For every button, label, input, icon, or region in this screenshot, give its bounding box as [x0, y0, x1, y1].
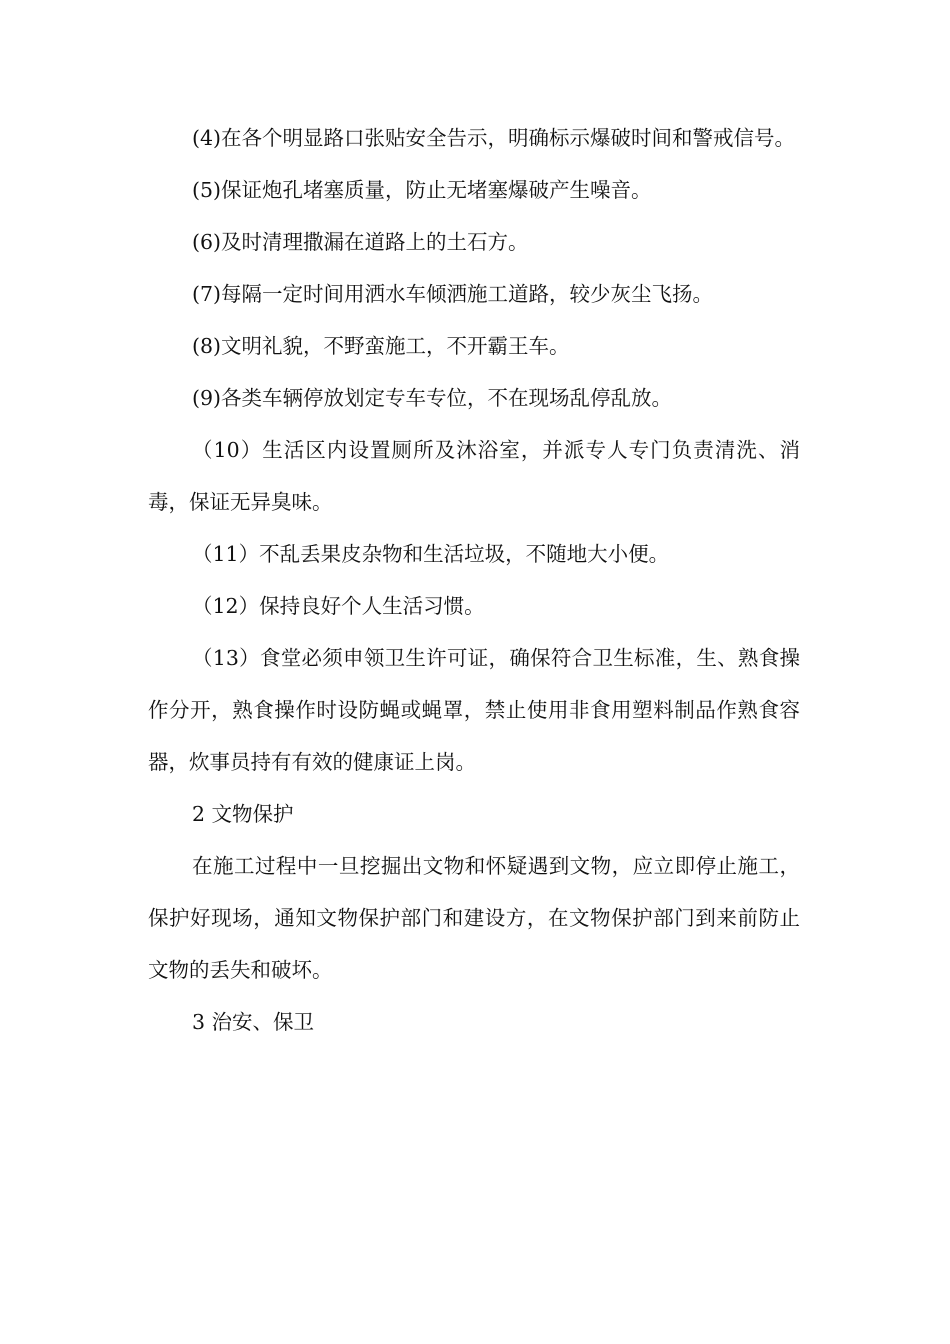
- paragraph-item-5: (5)保证炮孔堵塞质量，防止无堵塞爆破产生噪音。: [192, 178, 652, 202]
- section-body-cultural-relics: 在施工过程中一旦挖掘出文物和怀疑遇到文物，应立即停止施工，保护好现场，通知文物保护部门和建设方，在文物保护部门到来前防止文物的丢失和破坏。: [148, 854, 800, 982]
- document-body: [148, 112, 800, 1048]
- paragraph-item-12: （12）保持良好个人生活习惯。: [192, 594, 485, 618]
- paragraph-item-10: （10）生活区内设置厕所及沐浴室，并派专人专门负责清洗、消毒，保证无异臭味。: [148, 438, 800, 514]
- paragraph-item-6: (6)及时清理撒漏在道路上的土石方。: [192, 230, 529, 254]
- paragraph-item-13: （13）食堂必须申领卫生许可证，确保符合卫生标准，生、熟食操作分开，熟食操作时设防蝇或蝇罩，禁止使用非食用塑料制品作熟食容器，炊事员持有有效的健康证上岗。: [148, 646, 800, 774]
- paragraph-item-11: （11）不乱丢果皮杂物和生活垃圾，不随地大小便。: [192, 542, 670, 566]
- paragraph-item-9: (9)各类车辆停放划定专车专位，不在现场乱停乱放。: [192, 386, 673, 410]
- section-heading-security: 3 治安、保卫: [192, 1010, 315, 1034]
- paragraph-item-8: (8)文明礼貌，不野蛮施工，不开霸王车。: [192, 334, 570, 358]
- paragraph-item-7: (7)每隔一定时间用洒水车倾洒施工道路，较少灰尘飞扬。: [192, 282, 714, 306]
- paragraph-item-4: (4)在各个明显路口张贴安全告示，明确标示爆破时间和警戒信号。: [192, 126, 796, 150]
- section-heading-cultural-relics: 2 文物保护: [192, 802, 294, 826]
